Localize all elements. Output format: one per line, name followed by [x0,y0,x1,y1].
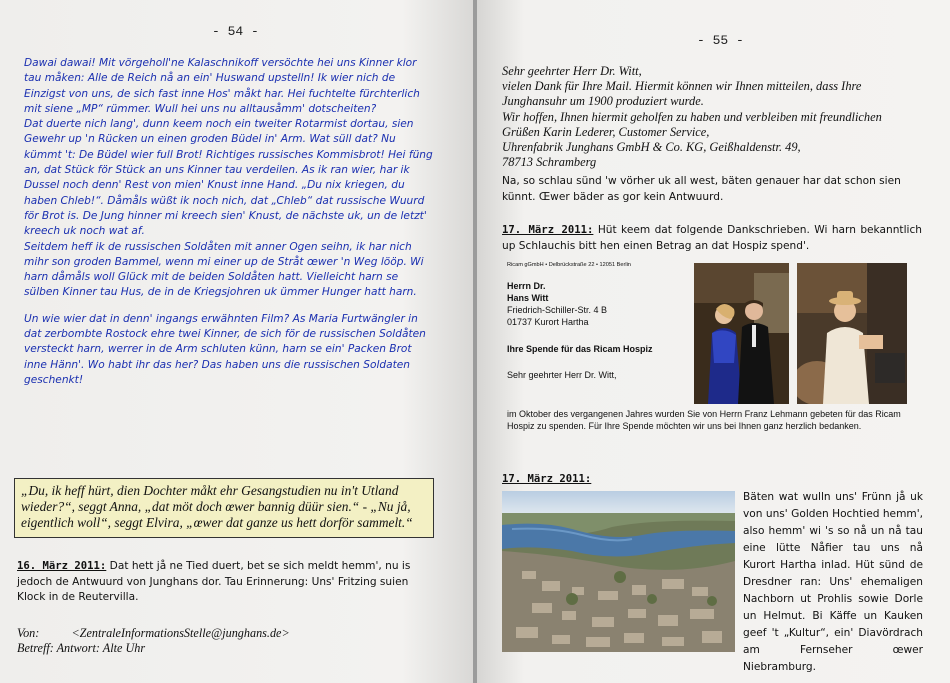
email-subject: Antwort: Alte Uhr [56,641,146,656]
story-paragraph: Un wie wier dat in denn' ingangs erwähnten Film? As Maria Furtwängler in dat zerbombte Rostock ehre twei Kinner, de sich för de russischen Soldåten versteckt harn, werrer in de Arm schluten künn, harn se ein' Packen Brot inne Hänn'. Wo habt ihr das her? Das haben uns die russischen Soldaten geschenkt! [24,312,426,386]
entry-date: 17. März 2011: [502,224,594,236]
ricam-letter [507,262,707,380]
letter-recipient-line: 01737 Kurort Hartha [507,317,589,327]
letter-recipient-line: Herrn Dr. [507,281,546,291]
entry-16-march [17,559,437,606]
email-line: Sehr geehrter Herr Dr. Witt, [502,64,642,78]
page-number-left: - 54 - [212,24,259,39]
email-header [17,626,447,656]
email-from-label: Von: [17,626,40,640]
letter-recipient-line: Friedrich-Schiller-Str. 4 B [507,305,608,315]
email-line: 78713 Schramberg [502,155,597,170]
letter-salutation: Sehr geehrter Herr Dr. Witt, [507,370,617,380]
letter-body: im Oktober des vergangenen Jahres wurden Sie von Herrn Franz Lehmann gebeten für das Ricam Hospiz zu spenden. Für Ihre Spende möchten wir uns bei Ihnen ganz herzlich bedanken. [507,409,901,431]
entry-date: 16. März 2011: [17,560,107,572]
entry-text: Dat hett jå ne Tied duert, bet se sich meldt hemm', nu is jedoch de Antwuurd von Junghans dor. Tau Erinnerung: Uns' Fritzing suien Klock in de Reutervilla. [17,560,411,603]
quote-box: „Du, ik heff hürt, dien Dochter måkt ehr Gesangstudien nu in't Utland wieder?“, seggt Anna, „dat möt doch œwer bannig düür sien.“ - „Nu jå, eigentlich woll“, seggt Elvira, „œwer dat ganze us hett dorför sammelt.“ [14,478,434,538]
email-reply-comment: Na, so schlau sünd 'w vörher uk all west, bäten genauer har dat schon sien künnt. Œwer bäder as gor kein Antwuurd. [502,175,901,203]
letter-sender-line: Ricam gGmbH • Delbrückstraße 22 • 12051 Berlin [507,262,631,268]
photo-aerial-city [502,491,735,652]
email-line: vielen Dank für Ihre Mail. Hiermit können wir Ihnen mitteilen, dass Ihre Junghansuhr um 1900 produziert wurde. [502,79,862,109]
entry-17-march-b-text: Bäten wat wulln uns' Frünn jå uk von uns' Golden Hochtied hemm', also hemm' wi 's so nå un nå tau eine lütte Nåfier tau uns nå Kurort Hartha inlad. Hüt sünd de Dresdner ran: Uns' ehemaligen Nachborn ut Prohlis sowie Dorle un Helmut. Bi Käffe un Kauken geef 't „Kultur“, ein' Diavördrach am Fernseher œwer Niebramburg. [743,491,923,673]
page-number-right: - 55 - [697,33,744,48]
story-paragraph: Dat duerte nich lang', dunn keem noch ein tweiter Rotarmist dortau, sien Gewehr up 'n Rücken un einen groden Büdel in' Arm. Wat süll dat? Nu kümmt 't: De Büdel wier full Brot! Richtiges russisches Kommisbrot! Hei füng an, dat Stück för Stück an uns Kinner tau verdeilen. As ik ran wier, har ik Dussel noch denn' Rest von mien' Knust inne Hand. „Du nix kriegen, du haben Chleb!“. Dåmåls wüßt ik noch nich, dat „Chleb“ dat russische Wuurd för Brot is. De Jung hinner mi kreech sien' Knust, de nächste uk, un de letzt' kreech uk noch wat af. [24,118,433,238]
letter-recipient-line: Hans Witt [507,293,549,303]
letter-subject: Ihre Spende für das Ricam Hospiz [507,344,653,354]
story-paragraph: Dawai dawai! Mit vörgeholl'ne Kalaschnikoff versöchte hei uns Kinner klor tau måken: Alle de Reich nå an ein' Huswand upstelln! Ik wier nich de Einzigst von uns, de sich fast inne Hos' måkt har. Hei fuchtelte fürchterlich mit siene „MP“ rümmer. Wull hei uns nu alltausåmm' dotscheiten? [24,57,420,115]
entry-17-march-a [502,223,922,254]
entry-17-march-b-heading [502,472,922,488]
right-page [477,0,950,683]
email-subject-label: Betreff: [17,641,54,656]
story-paragraph: Seitdem heff ik de russischen Soldåten mit anner Ogen seihn, ik har nich mihr son groden Bammel, wenn mi einer up de Stråt œwer 'n Weg lööp. Wi harn dåmåls woll Glück mit de beiden Soldåten hatt. Vielleicht harn se sülben Kinner tau Hus, de in de Kriegsjohren uk ümmer Hunger hatt harn. [24,240,424,299]
left-page [0,0,473,683]
story-text [24,56,436,388]
photo-man-with-hat [797,263,907,404]
email-line: Wir hoffen, Ihnen hiermit geholfen zu haben und verbleiben mit freundlichen Grüßen Karin Lederer, Customer Service, [502,109,882,139]
photo-dancing-couple [694,263,789,404]
junghans-email-body [502,64,922,170]
email-line: Uhrenfabrik Junghans GmbH & Co. KG, Geißhaldenstr. 49, [502,140,801,155]
email-from-address: <ZentraleInformationsStelle@junghans.de> [71,626,290,640]
entry-date: 17. März 2011: [502,473,592,485]
entry-text: Hüt keem dat folgende Dankschrieben. Wi harn bekanntlich up Schlauchis bitt hen einen Betrag an dat Hospiz spend'. [502,224,923,252]
